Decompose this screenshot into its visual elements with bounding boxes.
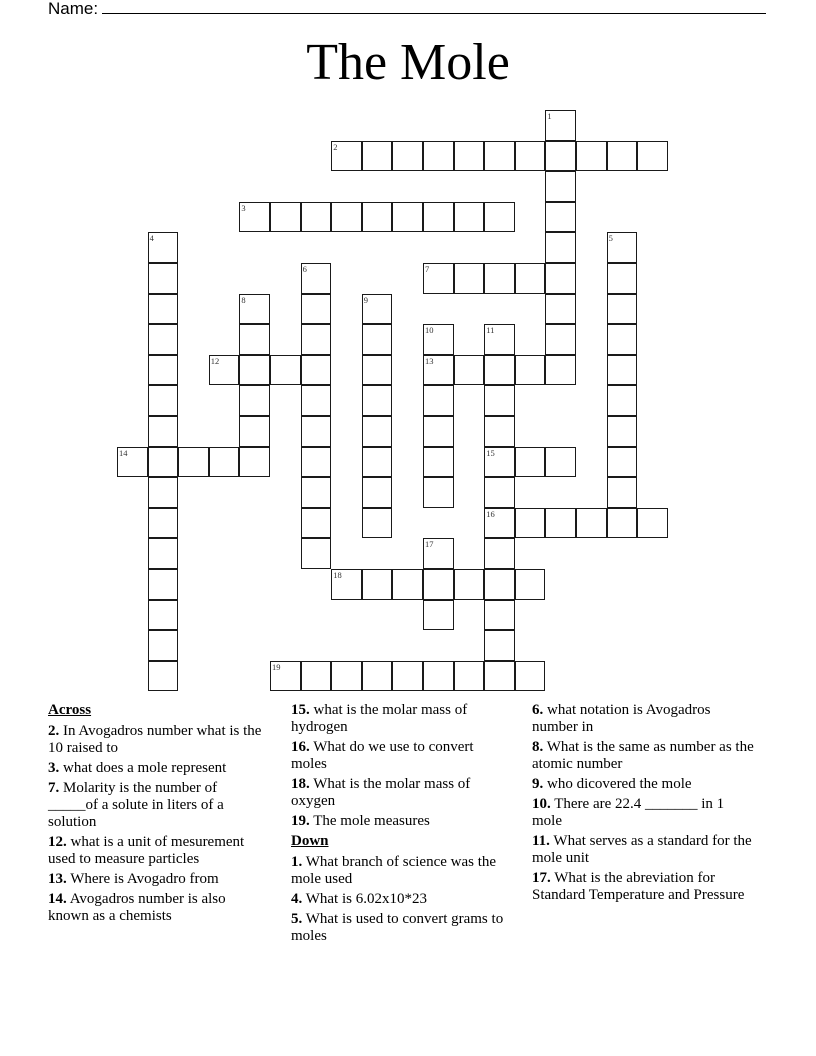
clue-across-14: 14. Avogadros number is also known as a chemists [48,891,226,924]
grid-cell[interactable] [239,385,270,416]
grid-cell[interactable] [545,324,576,355]
grid-cell[interactable] [423,661,454,692]
grid-cell[interactable] [362,416,393,447]
grid-cell[interactable] [148,447,179,478]
across-heading: Across [48,702,92,718]
grid-cell[interactable] [301,661,332,692]
grid-cell[interactable] [484,600,515,631]
grid-cell[interactable] [392,569,423,600]
grid-cell[interactable] [607,141,638,172]
clue-number: 19 [272,661,281,672]
grid-cell[interactable] [331,661,362,692]
clues-column-3 [532,702,754,907]
clue-across-15: 15. what is the molar mass of hydrogen [291,702,468,735]
grid-cell[interactable] [545,263,576,294]
grid-cell[interactable] [178,447,209,478]
grid-cell[interactable] [484,385,515,416]
grid-cell[interactable] [270,202,301,233]
grid-cell[interactable] [515,661,546,692]
grid-cell[interactable] [484,538,515,569]
grid-cell[interactable] [423,141,454,172]
grid-cell[interactable] [239,294,270,325]
grid-cell[interactable] [515,447,546,478]
clue-across-18: 18. What is the molar mass of oxygen [291,776,471,809]
grid-cell[interactable] [148,661,179,692]
grid-cell[interactable] [148,263,179,294]
grid-cell[interactable] [545,447,576,478]
grid-cell[interactable] [148,538,179,569]
grid-cell[interactable] [454,661,485,692]
clue-down-9: 9. who dicovered the mole [532,776,692,792]
clues-column-2 [291,702,513,948]
clue-down-4: 4. What is 6.02x10*23 [291,891,427,907]
clue-number: 6 [302,264,307,274]
grid-cell[interactable] [362,202,393,233]
grid-cell[interactable] [484,263,515,294]
down-heading: Down [291,833,329,849]
grid-cell[interactable] [148,569,179,600]
grid-cell[interactable] [362,661,393,692]
grid-cell[interactable] [454,263,485,294]
clue-number: 2 [333,141,338,152]
grid-cell[interactable] [301,477,332,508]
clue-across-16: 16. What do we use to convert moles [291,739,474,772]
grid-cell[interactable] [515,141,546,172]
grid-cell[interactable] [607,263,638,294]
grid-cell[interactable] [239,447,270,478]
grid-cell[interactable] [148,477,179,508]
grid-cell[interactable] [423,447,454,478]
clue-number: 5 [608,233,613,244]
grid-cell[interactable] [423,385,454,416]
grid-cell[interactable] [484,447,515,478]
grid-cell[interactable] [545,508,576,539]
grid-cell[interactable] [301,447,332,478]
grid-cell[interactable] [301,416,332,447]
clue-down-10: 10. There are 22.4 _______ in 1 mole [532,796,725,829]
clue-number: 14 [119,447,128,458]
clue-number: 8 [241,294,246,305]
grid-cell[interactable] [362,294,393,325]
grid-cell[interactable] [423,416,454,447]
grid-cell[interactable] [637,508,668,539]
grid-cell[interactable] [454,569,485,600]
clue-number: 18 [333,570,342,580]
grid-cell[interactable] [423,569,454,600]
grid-cell[interactable] [484,324,515,355]
grid-cell[interactable] [148,630,179,661]
grid-cell[interactable] [423,538,454,569]
grid-cell[interactable] [301,538,332,569]
grid-cell[interactable] [607,324,638,355]
page-title: The Mole [306,34,510,91]
grid-cell[interactable] [545,141,576,172]
grid-cell[interactable] [148,385,179,416]
grid-cell[interactable] [423,600,454,631]
grid-cell[interactable] [545,232,576,263]
grid-cell[interactable] [454,202,485,233]
clue-number: 15 [486,447,495,458]
grid-cell[interactable] [607,477,638,508]
grid-cell[interactable] [484,508,515,539]
grid-cell[interactable] [301,294,332,325]
grid-cell[interactable] [484,355,515,386]
grid-cell[interactable] [362,508,393,539]
grid-cell[interactable] [607,508,638,539]
grid-cell[interactable] [301,385,332,416]
grid-cell[interactable] [423,355,454,386]
grid-cell[interactable] [545,294,576,325]
clue-across-19: 19. The mole measures [291,813,430,829]
clue-number: 17 [425,539,434,550]
clue-number: 13 [425,355,434,366]
grid-cell[interactable] [392,141,423,172]
clue-down-8: 8. What is the same as number as the atomic number [532,739,754,772]
grid-cell[interactable] [392,661,423,692]
clue-down-1: 1. What branch of science was the mole used [291,854,497,887]
grid-cell[interactable] [484,477,515,508]
grid-cell[interactable] [301,355,332,386]
grid-cell[interactable] [239,355,270,386]
grid-cell[interactable] [148,508,179,539]
grid-cell[interactable] [148,324,179,355]
clue-across-7: 7. Molarity is the number of _____of a solute in liters of a solution [48,780,224,830]
clue-number: 16 [486,508,495,519]
grid-cell[interactable] [239,324,270,355]
clue-down-17: 17. What is the abreviation for Standard Temperature and Pressure [532,870,745,903]
grid-cell[interactable] [607,385,638,416]
grid-cell[interactable] [148,355,179,386]
grid-cell[interactable] [239,202,270,233]
grid-cell[interactable] [515,569,546,600]
grid-cell[interactable] [484,202,515,233]
grid-cell[interactable] [392,202,423,233]
grid-cell[interactable] [362,141,393,172]
clue-number: 4 [149,233,154,244]
grid-cell[interactable] [301,508,332,539]
clue-across-13: 13. Where is Avogadro from [48,871,219,887]
grid-cell[interactable] [301,324,332,355]
grid-cell[interactable] [607,232,638,263]
grid-cell[interactable] [607,294,638,325]
clue-down-5: 5. What is used to convert grams to moles [291,911,504,944]
clue-number: 9 [363,294,369,305]
grid-cell[interactable] [423,202,454,233]
clue-number: 3 [241,202,246,213]
clue-down-11: 11. What serves as a standard for the mole unit [532,833,752,866]
grid-cell[interactable] [545,202,576,233]
grid-cell[interactable] [331,141,362,172]
clue-number: 1 [547,111,552,121]
grid-cell[interactable] [515,508,546,539]
grid-cell[interactable] [209,447,240,478]
grid-cell[interactable] [484,416,515,447]
clue-number: 11 [486,325,495,336]
grid-cell[interactable] [545,171,576,202]
grid-cell[interactable] [362,447,393,478]
grid-cell[interactable] [607,416,638,447]
grid-cell[interactable] [148,232,179,263]
grid-cell[interactable] [362,324,393,355]
grid-cell[interactable] [607,447,638,478]
grid-cell[interactable] [301,202,332,233]
grid-cell[interactable] [117,447,148,478]
grid-cell[interactable] [362,569,393,600]
grid-cell[interactable] [515,263,546,294]
grid-cell[interactable] [545,355,576,386]
grid-cell[interactable] [270,355,301,386]
grid-cell[interactable] [454,141,485,172]
grid-cell[interactable] [423,324,454,355]
grid-cell[interactable] [331,569,362,600]
grid-cell[interactable] [576,508,607,539]
grid-cell[interactable] [331,202,362,233]
grid-cell[interactable] [576,141,607,172]
name-label: Name: [48,0,99,18]
grid-cell[interactable] [148,416,179,447]
grid-cell[interactable] [270,661,301,692]
grid-cell[interactable] [362,477,393,508]
grid-cell[interactable] [484,569,515,600]
grid-cell[interactable] [484,661,515,692]
grid-cell[interactable] [607,355,638,386]
grid-cell[interactable] [423,263,454,294]
clue-across-2: 2. In Avogadros number what is the 10 raised to [48,723,262,756]
grid-cell[interactable] [454,355,485,386]
clue-number: 12 [210,355,220,366]
grid-cell[interactable] [484,141,515,172]
clue-number: 7 [425,264,430,274]
grid-cell[interactable] [148,600,179,631]
grid-cell[interactable] [484,630,515,661]
grid-cell[interactable] [637,141,668,172]
clue-down-6: 6. what notation is Avogadros number in [532,702,711,735]
clue-across-12: 12. what is a unit of mesurement used to measure particles [48,834,245,867]
grid-cell[interactable] [239,416,270,447]
grid-cell[interactable] [209,355,240,386]
clue-across-3: 3. what does a mole represent [48,760,227,776]
grid-cell[interactable] [362,385,393,416]
grid-cell[interactable] [301,263,332,294]
clues-column-1 [48,702,270,928]
grid-cell[interactable] [545,110,576,141]
clue-number: 10 [425,325,434,336]
grid-cell[interactable] [515,355,546,386]
grid-cell[interactable] [362,355,393,386]
grid-cell[interactable] [148,294,179,325]
grid-cell[interactable] [423,477,454,508]
